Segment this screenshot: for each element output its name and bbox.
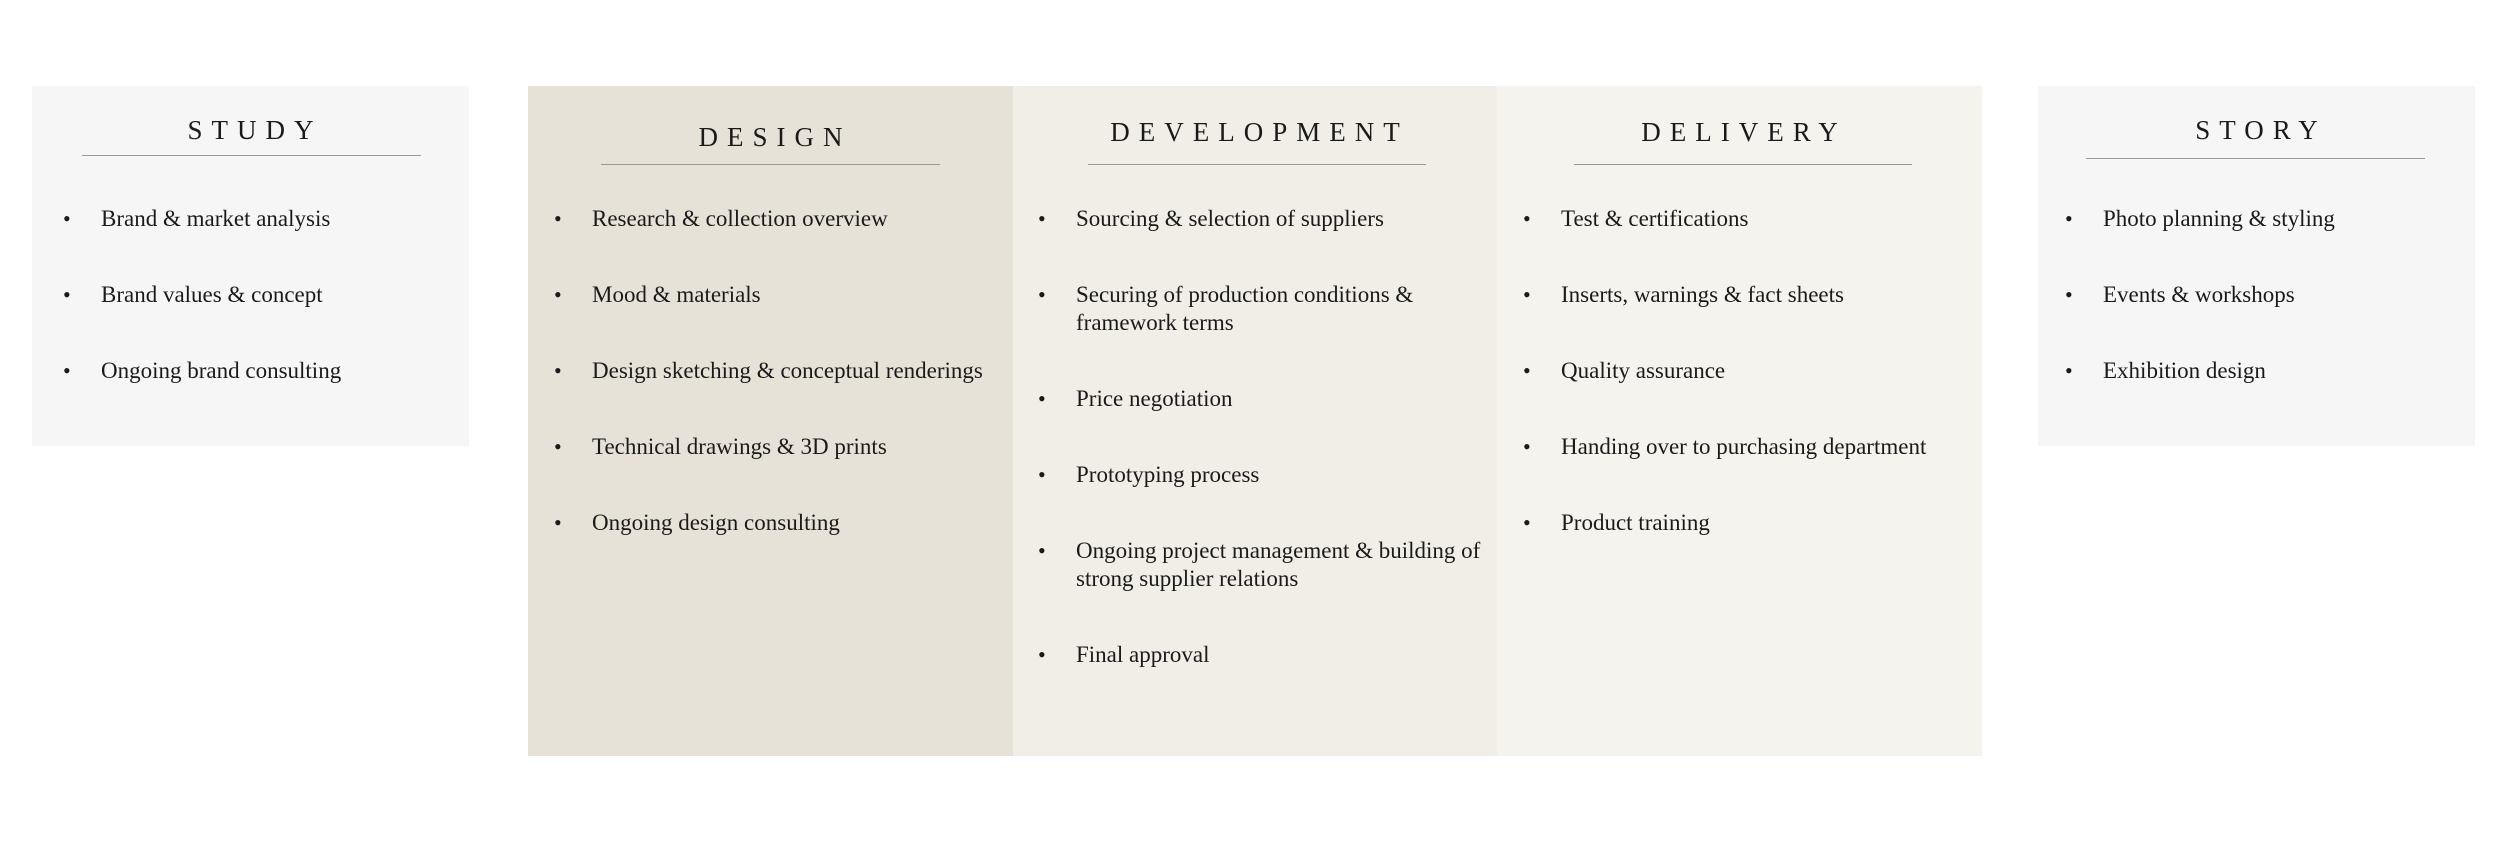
bullet-icon: •	[2065, 358, 2073, 383]
delivery-title-rule	[1574, 164, 1912, 165]
list-item: • Quality assurance	[1523, 358, 1726, 383]
study-title: STUDY	[187, 115, 323, 145]
bullet-icon: •	[1523, 206, 1531, 231]
list-item: • Technical drawings & 3D prints	[554, 434, 887, 459]
development-title: DEVELOPMENT	[1110, 117, 1409, 147]
delivery-list	[1523, 205, 1971, 585]
bullet-icon: •	[1038, 462, 1046, 487]
bullet-icon: •	[554, 510, 562, 535]
design-list	[554, 205, 1002, 585]
bullet-icon: •	[554, 434, 562, 459]
bullet-icon: •	[63, 282, 71, 307]
list-item: • Brand & market analysis	[63, 206, 331, 231]
bullet-icon: •	[1038, 386, 1046, 411]
list-item: • Mood & materials	[554, 282, 761, 307]
list-item: • Test & certifications	[1523, 206, 1749, 231]
delivery-title: DELIVERY	[1641, 117, 1847, 147]
bullet-icon: •	[1523, 434, 1531, 459]
bullet-icon: •	[1038, 642, 1046, 667]
bullet-icon: •	[2065, 206, 2073, 231]
bullet-icon: •	[554, 358, 562, 383]
list-item: • Securing of production conditions & framework terms	[1038, 282, 1414, 335]
story-title: STORY	[2195, 115, 2327, 145]
bullet-icon: •	[1038, 282, 1046, 307]
study-panel	[32, 86, 469, 446]
list-item: • Research & collection overview	[554, 206, 888, 231]
development-panel	[1013, 86, 1497, 756]
bullet-icon: •	[1523, 510, 1531, 535]
development-title-rule	[1088, 164, 1426, 165]
list-item: • Ongoing design consulting	[554, 510, 840, 535]
story-panel	[2038, 86, 2475, 446]
study-title-rule	[82, 155, 421, 156]
list-item: • Ongoing brand consulting	[63, 358, 342, 383]
list-item: • Photo planning & styling	[2065, 206, 2335, 231]
story-list	[2065, 205, 2463, 433]
list-item: • Ongoing project management & building of strong supplier relations	[1038, 538, 1481, 591]
list-item: • Prototyping process	[1038, 462, 1260, 487]
bullet-icon: •	[554, 206, 562, 231]
bullet-icon: •	[63, 358, 71, 383]
list-item: • Inserts, warnings & fact sheets	[1523, 282, 1844, 307]
list-item: • Product training	[1523, 510, 1710, 535]
bullet-icon: •	[2065, 282, 2073, 307]
story-title-rule	[2086, 158, 2425, 159]
delivery-panel	[1497, 86, 1982, 756]
study-list	[63, 205, 451, 433]
design-title: DESIGN	[698, 122, 852, 152]
list-item: • Price negotiation	[1038, 386, 1233, 411]
bullet-icon: •	[1523, 282, 1531, 307]
development-list	[1038, 205, 1486, 717]
list-item: • Events & workshops	[2065, 282, 2295, 307]
bullet-icon: •	[1523, 358, 1531, 383]
design-panel	[528, 86, 1013, 756]
bullet-icon: •	[63, 206, 71, 231]
list-item: • Final approval	[1038, 642, 1210, 667]
design-title-rule	[601, 164, 940, 165]
list-item: • Exhibition design	[2065, 358, 2266, 383]
list-item: • Design sketching & conceptual renderings	[554, 358, 983, 383]
bullet-icon: •	[1038, 206, 1046, 231]
list-item: • Handing over to purchasing department	[1523, 434, 1927, 459]
bullet-icon: •	[1038, 538, 1046, 563]
list-item: • Sourcing & selection of suppliers	[1038, 206, 1384, 231]
bullet-icon: •	[554, 282, 562, 307]
list-item: • Brand values & concept	[63, 282, 323, 307]
